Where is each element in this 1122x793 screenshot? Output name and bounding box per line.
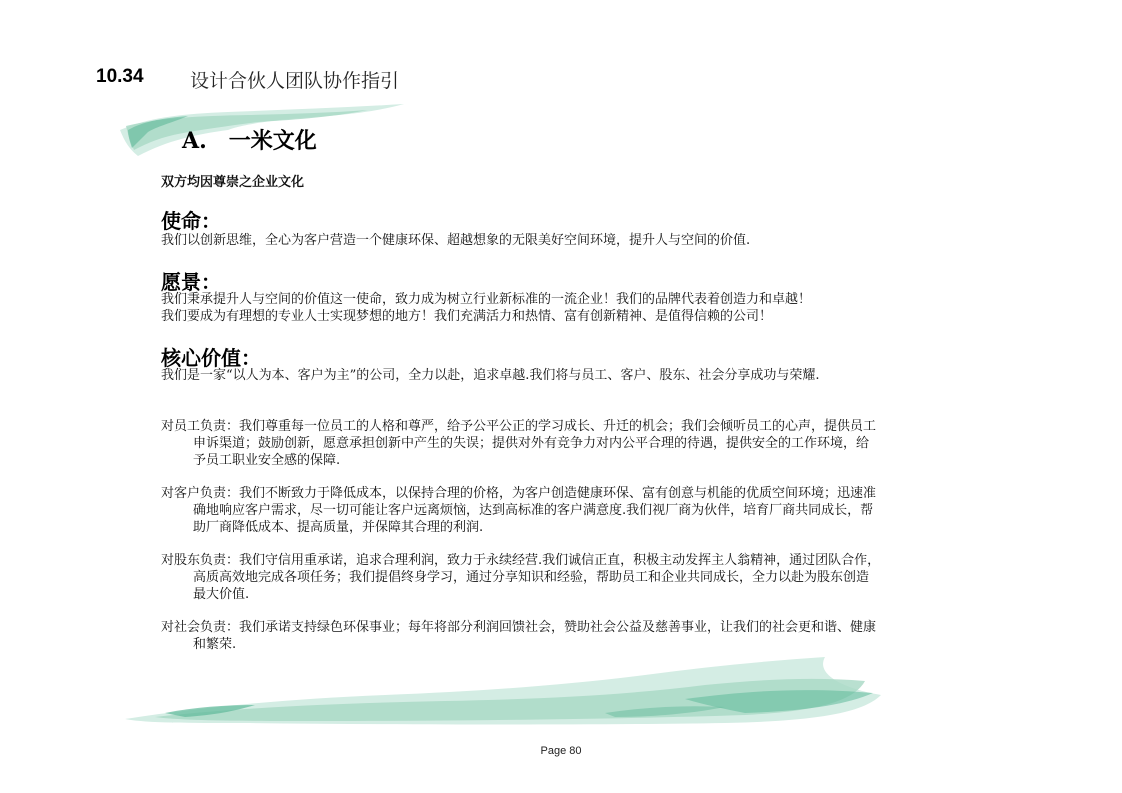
- employees-text: 对员工负责：我们尊重每一位员工的人格和尊严，给予公平公正的学习成长、升迁的机会；我们会倾听员工的心声，提供员工申诉渠道；鼓励创新，愿意承担创新中产生的失误；提供对外有竞争力对内公平合理的待遇，提供安全的工作环境，给予员工职业安全感的保障.: [161, 419, 877, 468]
- customers-text: 对客户负责：我们不断致力于降低成本，以保持合理的价格，为客户创造健康环保、富有创意与机能的优质空间环境；迅速准确地响应客户需求，尽一切可能让客户远离烦恼，达到高标准的客户满意度.我们视厂商为伙伴，培育厂商共同成长，帮助厂商降低成本、提高质量，并保障其合理的利润.: [161, 486, 877, 535]
- mission-line: 我们以创新思维，全心为客户营造一个健康环保、超越想象的无限美好空间环境，提升人与空间的价值.: [161, 233, 751, 248]
- vision-text: [161, 291, 881, 325]
- mission-title: 使命：: [161, 209, 221, 233]
- values-shareholders: [161, 552, 881, 603]
- values-customers: [161, 485, 881, 536]
- values-title: 核心价值：: [161, 346, 261, 370]
- values-society: [161, 619, 881, 653]
- society-text: 对社会负责：我们承诺支持绿色环保事业；每年将部分利润回馈社会，赞助社会公益及慈善事业，让我们的社会更和谐、健康和繁荣.: [161, 620, 877, 652]
- page-number: Page 80: [540, 745, 582, 757]
- culture-heading: A. 一米文化: [182, 128, 317, 154]
- brush-stroke-bottom: [125, 655, 885, 727]
- vision-line-1: 我们秉承提升人与空间的价值这一使命，致力成为树立行业新标准的一流企业！我们的品牌代表着创造力和卓越！: [161, 292, 812, 307]
- values-intro-text: 我们是一家“以人为本、客户为主”的公司，全力以赴，追求卓越.我们将与员工、客户、股东、社会分享成功与荣耀.: [161, 368, 820, 383]
- mission-text: [161, 232, 881, 249]
- vision-title: 愿景：: [161, 270, 221, 294]
- values-employees: [161, 418, 881, 469]
- values-intro: [161, 367, 881, 384]
- vision-line-2: 我们要成为有理想的专业人士实现梦想的地方！我们充满活力和热情、富有创新精神、是值得信赖的公司！: [161, 309, 773, 324]
- section-title: 设计合伙人团队协作指引: [190, 70, 400, 92]
- slogan: 双方均因尊崇之企业文化: [161, 175, 305, 190]
- section-number: 10.34: [96, 66, 144, 87]
- shareholders-text: 对股东负责：我们守信用重承诺，追求合理利润，致力于永续经营.我们诚信正直，积极主动发挥主人翁精神，通过团队合作，高质高效地完成各项任务；我们提倡终身学习，通过分享知识和经验，帮助员工和企业共同成长，全力以赴为股东创造最大价值.: [161, 553, 881, 602]
